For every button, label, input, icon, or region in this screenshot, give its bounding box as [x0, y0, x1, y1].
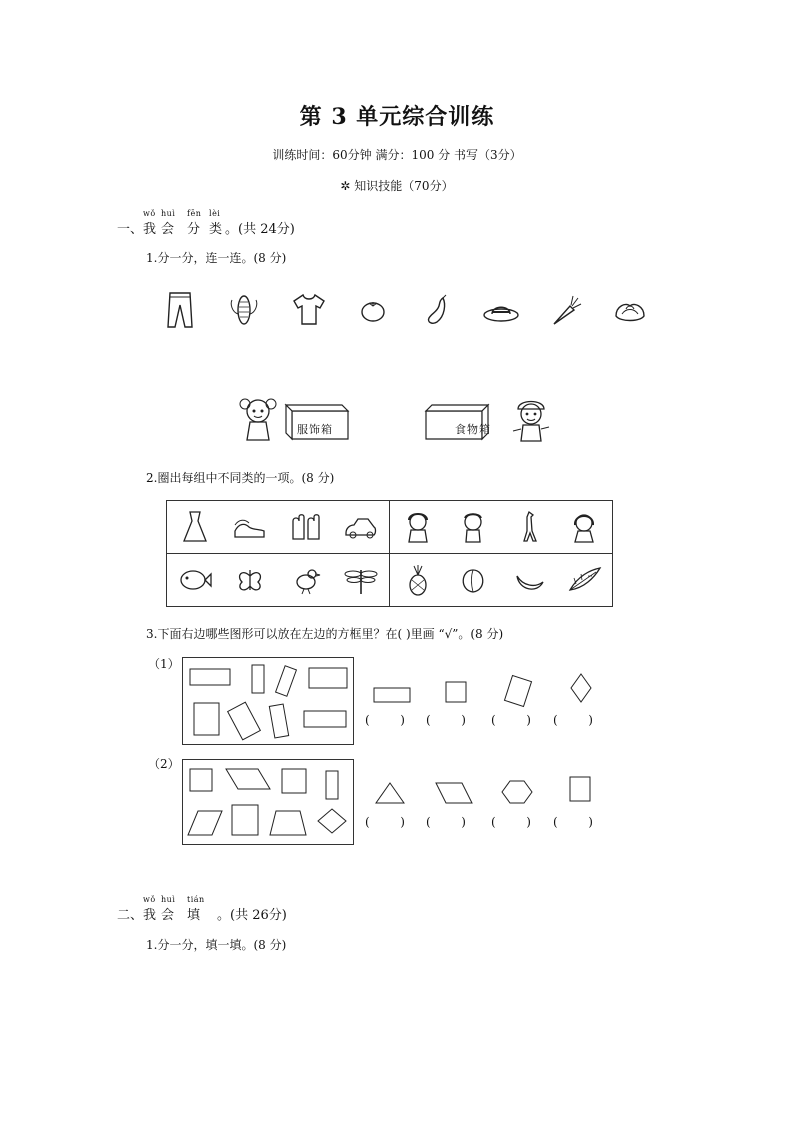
answer-paren[interactable]: ( ) — [426, 815, 466, 829]
square-option[interactable] — [446, 682, 466, 702]
giraffe-icon[interactable] — [511, 509, 547, 545]
q2-group-3 — [167, 554, 390, 607]
peach-icon[interactable] — [455, 562, 491, 598]
question-3-label: 3.下面右边哪些图形可以放在左边的方框里？在( )里画 “√”。(8 分) — [146, 627, 504, 641]
answer-paren[interactable]: ( ) — [553, 713, 593, 727]
q2-group-1 — [167, 501, 390, 554]
parallelogram-option[interactable] — [436, 783, 472, 803]
butterfly-icon[interactable] — [232, 562, 268, 598]
answer-paren[interactable]: ( ) — [553, 815, 593, 829]
skills-heading — [0, 177, 794, 194]
boy-icon[interactable] — [455, 509, 491, 545]
rectangle-option-3[interactable] — [570, 777, 590, 801]
rectangle-option-2[interactable] — [504, 676, 531, 707]
bird-icon[interactable] — [288, 562, 324, 598]
q3-part-2-options — [370, 775, 600, 811]
sneakers-icon[interactable] — [232, 509, 268, 545]
rhombus-option[interactable] — [571, 674, 591, 702]
section-two-heading: 二、 wǒ 我 huì 会 tián 填 。(共 26分) — [117, 895, 287, 923]
food-box-label: 食物箱 — [455, 423, 491, 436]
dress-icon[interactable] — [177, 509, 213, 545]
clothing-box-label: 服饰箱 — [297, 423, 333, 436]
pants-icon — [160, 290, 200, 330]
skills-label: 知识技能（70分） — [354, 179, 454, 193]
section-one-heading: 一、 wǒ 我 huì 会 fēn 分 lèi 类 。(共 24分) — [117, 209, 295, 237]
eggplant-icon — [417, 290, 457, 330]
dragonfly-icon[interactable] — [343, 562, 379, 598]
q3-part-2-number: （2） — [148, 757, 180, 771]
banana-icon[interactable] — [511, 562, 547, 598]
question-4-label: 1.分一分，填一填。(8 分) — [146, 938, 287, 952]
exam-info: 训练时间：60分钟 满分：100 分 书写（3分） — [272, 148, 522, 162]
flower-icon: ✲ — [340, 179, 351, 193]
fish-icon[interactable] — [177, 562, 213, 598]
q3-part-2-frame — [182, 759, 354, 845]
q3-part-1-options — [370, 670, 600, 710]
rectangle-option-1[interactable] — [374, 688, 410, 702]
leaves-icon[interactable] — [566, 562, 602, 598]
pineapple-icon[interactable] — [400, 562, 436, 598]
hat-icon — [481, 290, 521, 330]
triangle-option[interactable] — [376, 783, 404, 803]
answer-paren[interactable]: ( ) — [426, 713, 466, 727]
q2-group-4 — [390, 554, 613, 607]
answer-paren[interactable]: ( ) — [491, 713, 531, 727]
cabbage-icon — [610, 290, 650, 330]
girl-character-icon — [238, 395, 278, 443]
answer-paren[interactable]: ( ) — [365, 815, 405, 829]
q3-part-1-number: （1） — [148, 657, 180, 671]
page-title: 第 3 单元综合训练 — [299, 104, 495, 130]
hexagon-option[interactable] — [502, 781, 532, 803]
girl-icon[interactable] — [400, 509, 436, 545]
tomato-icon — [353, 290, 393, 330]
car-icon[interactable] — [343, 509, 379, 545]
q3-part-1-frame — [182, 657, 354, 745]
question-2-label: 2.圈出每组中不同类的一项。(8 分) — [146, 471, 335, 485]
q2-group-2 — [390, 501, 613, 554]
girl2-icon[interactable] — [566, 509, 602, 545]
gloves-icon[interactable] — [288, 509, 324, 545]
q2-group-table — [166, 500, 613, 607]
corn-icon — [224, 290, 264, 330]
tshirt-icon — [289, 290, 329, 330]
answer-paren[interactable]: ( ) — [365, 713, 405, 727]
boy-character-icon — [510, 395, 552, 445]
carrot-icon — [546, 290, 586, 330]
answer-paren[interactable]: ( ) — [491, 815, 531, 829]
q1-item-row — [160, 288, 650, 332]
question-1-label: 1.分一分，连一连。(8 分) — [146, 251, 287, 265]
